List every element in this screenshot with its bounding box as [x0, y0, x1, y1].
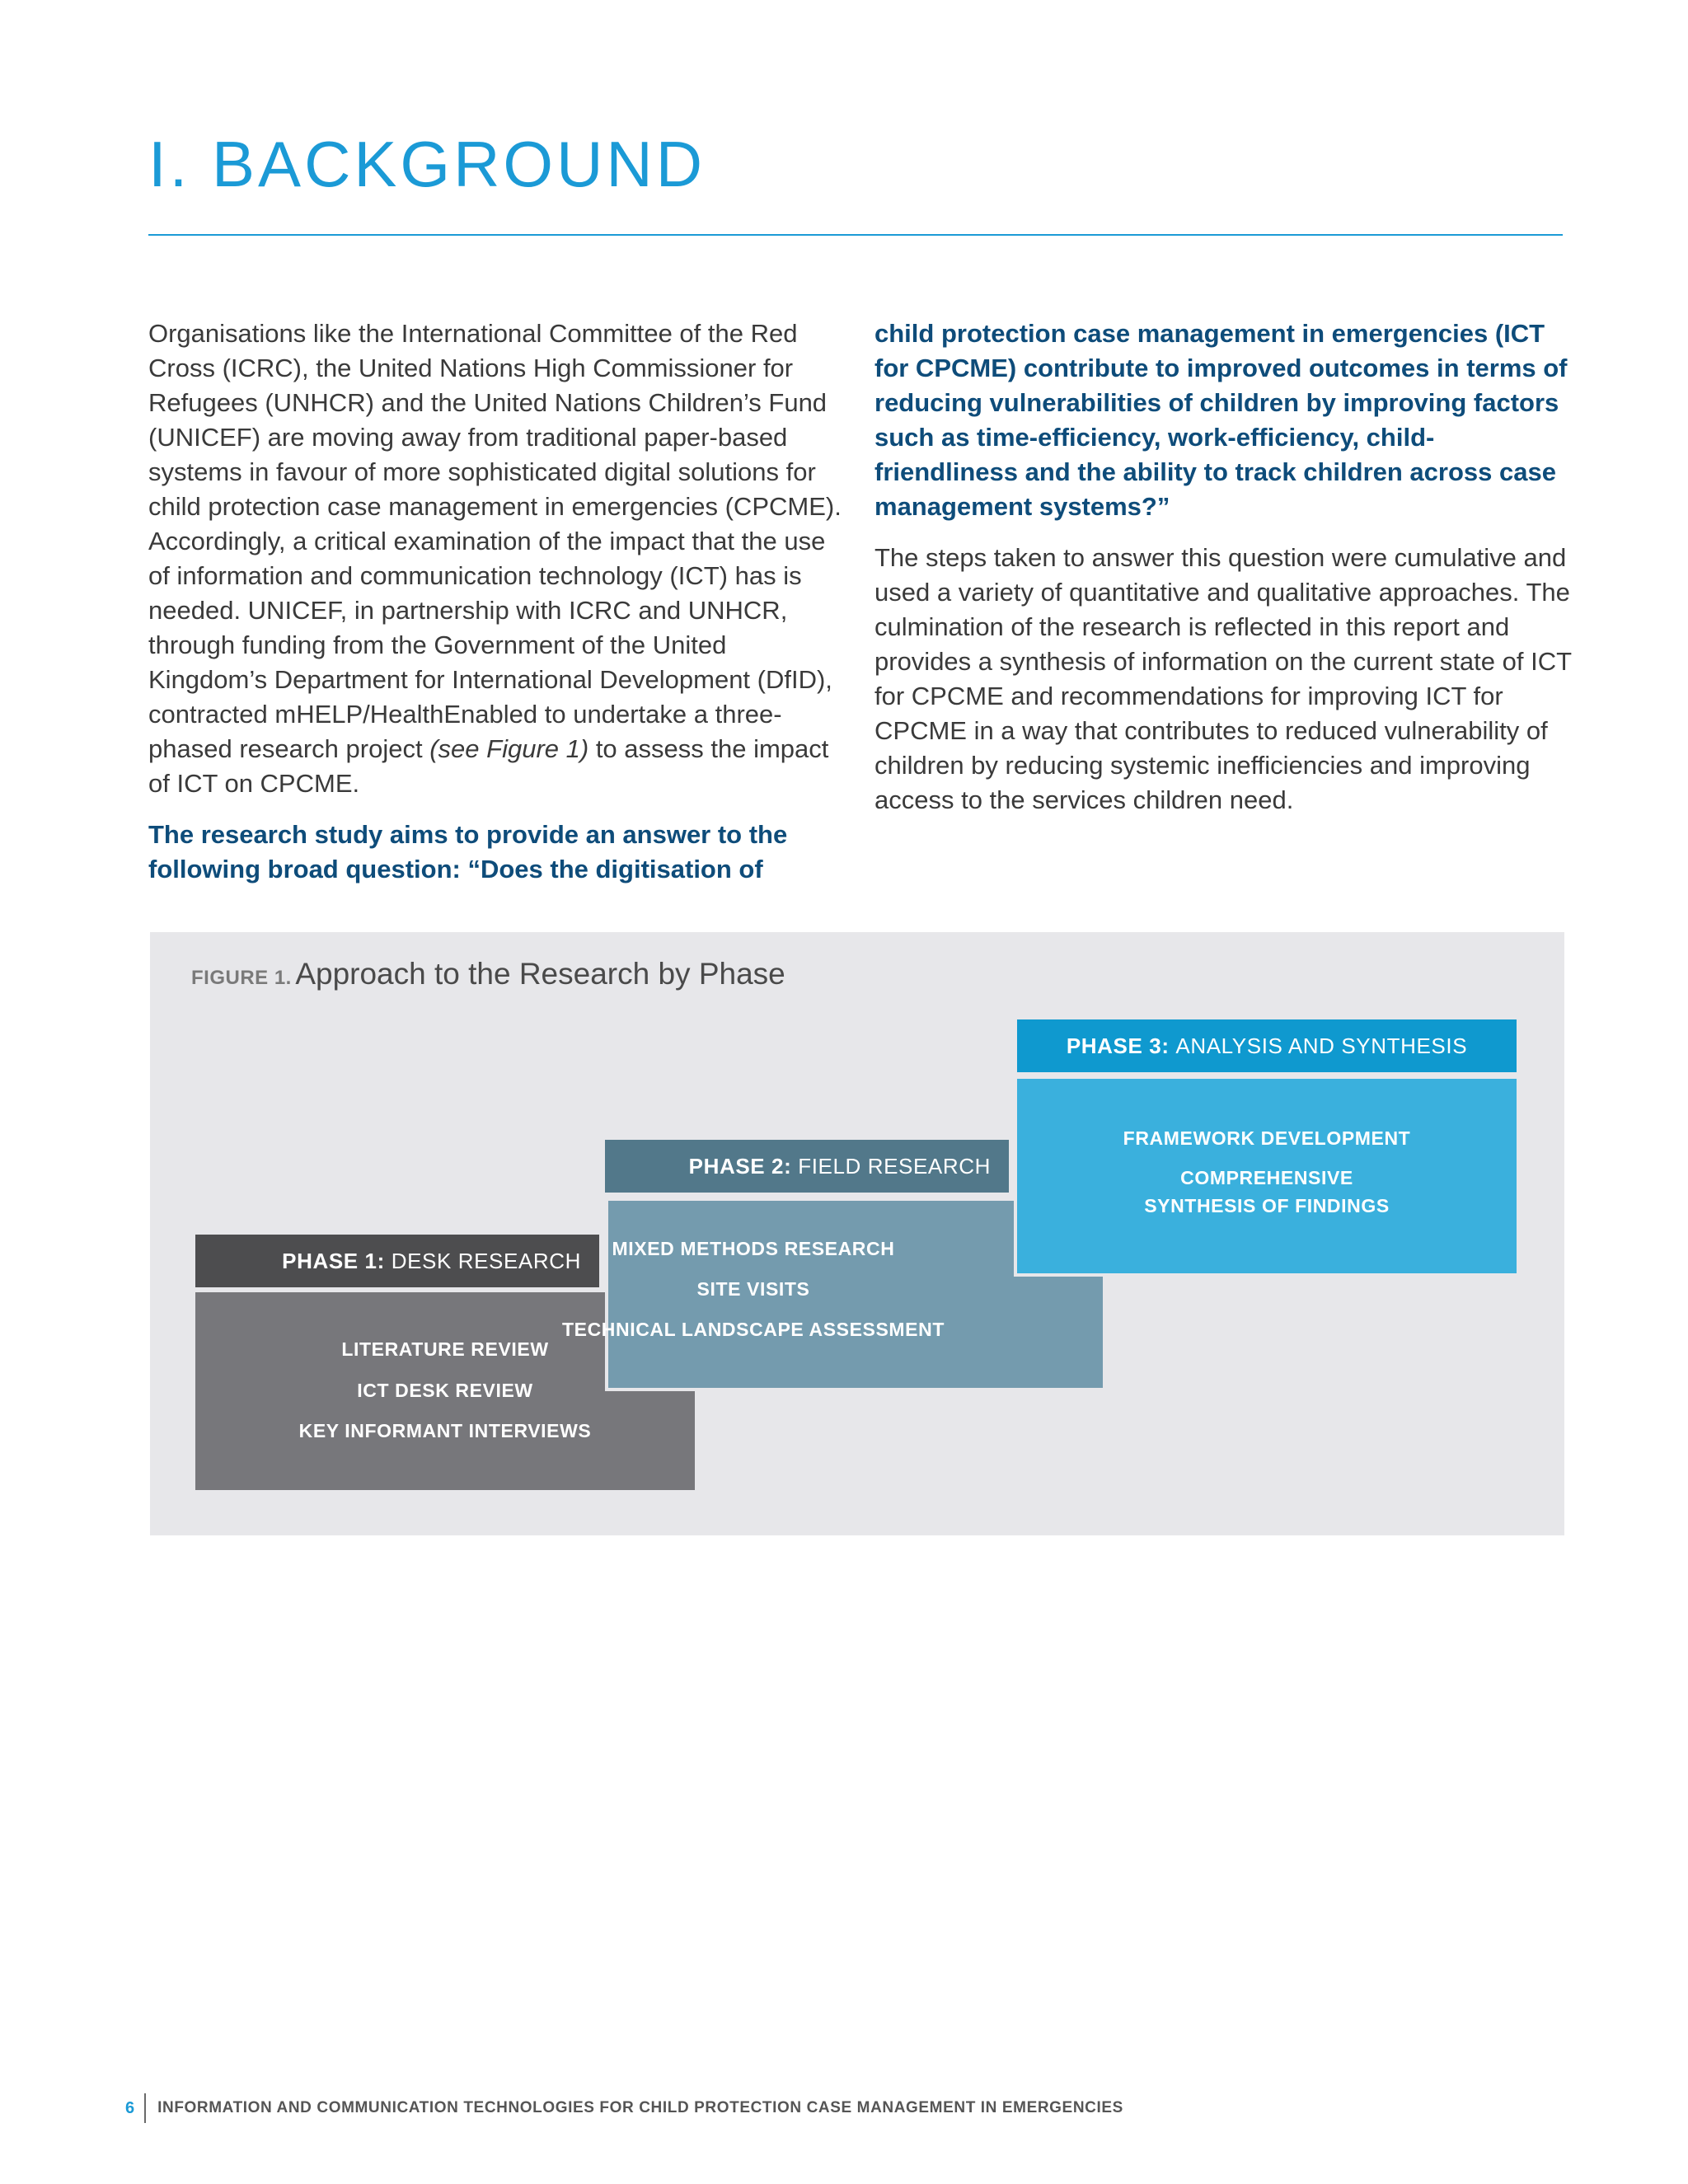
phase-2-item: SITE VISITS — [696, 1278, 810, 1300]
research-question-end: child protection case management in emergencies (ICT for CPCME) contribute to improved outcomes in terms of reducing vulnerabilities of children by improving factors such as time-efficiency, work-efficiency, child-friendliness and the ability to track children across case management systems?” — [874, 319, 1568, 521]
figure-caption — [191, 957, 785, 991]
phase-1-item: ICT DESK REVIEW — [357, 1380, 533, 1401]
title-divider — [148, 234, 1563, 236]
phase-3-label: PHASE 3: — [1066, 1033, 1170, 1058]
phase-3-body — [1014, 1076, 1520, 1277]
phase-1-label: PHASE 1: — [282, 1248, 385, 1273]
phase-3-item: SYNTHESIS OF FINDINGS — [1144, 1195, 1390, 1216]
figure-label: FIGURE 1. — [191, 967, 292, 989]
figure-1 — [150, 932, 1564, 1535]
phase-3-item: COMPREHENSIVE — [1180, 1167, 1353, 1188]
steps-paragraph: The steps taken to answer this question were cumulative and used a variety of quantitative and qualitative approaches. The culmination of the research is reflected in this report and provides a synthesis of information on the current state of ICT for CPCME and recommendations for improving ICT for CPCME in a way that contributes to reduced vulnerability of children by reducing systemic inefficiencies and improving access to the services children need. — [874, 543, 1572, 814]
intro-text: Organisations like the International Committee of the Red Cross (ICRC), the United Nations High Commissioner for Refugees (UNHCR) and the United Nations Children’s Fund (UNICEF) are moving away from traditional paper-based systems in favour of more sophisticated digital solutions for child protection case management in emergencies (CPCME). Accordingly, a critical examination of the impact that the use of information and communication technology (ICT) has is needed. UNICEF, in partnership with ICRC and UNHCR, through funding from the Government of the United Kingdom’s Department for International Development (DfID), contracted mHELP/HealthEnabled to undertake a three-phased research project — [148, 319, 842, 763]
left-column — [148, 316, 851, 903]
phase-1-item: LITERATURE REVIEW — [341, 1338, 549, 1360]
phase-1-item: KEY INFORMANT INTERVIEWS — [298, 1420, 592, 1441]
page-title: I. BACKGROUND — [148, 128, 706, 200]
phase-2-header — [605, 1140, 1009, 1193]
phase-3-item: FRAMEWORK DEVELOPMENT — [1123, 1127, 1411, 1149]
figure-title: Approach to the Research by Phase — [295, 957, 785, 991]
page-footer — [125, 2093, 1123, 2123]
phase-2-label: PHASE 2: — [688, 1153, 792, 1179]
intro-paragraph — [148, 316, 851, 801]
footer-title: INFORMATION AND COMMUNICATION TECHNOLOGIES FOR CHILD PROTECTION CASE MANAGEMENT IN EMERGENCIES — [157, 2099, 1123, 2116]
right-column — [874, 316, 1575, 834]
phase-1-name: DESK RESEARCH — [391, 1248, 581, 1273]
footer-divider — [144, 2093, 146, 2123]
research-question-start: The research study aims to provide an answer to the following broad question: “Does the digitisation of — [148, 820, 788, 883]
phase-2-name: FIELD RESEARCH — [798, 1153, 991, 1179]
phase-2-item: MIXED METHODS RESEARCH — [612, 1238, 895, 1259]
page-number: 6 — [125, 2098, 135, 2117]
phase-3-name: ANALYSIS AND SYNTHESIS — [1175, 1033, 1468, 1058]
figure-reference: (see Figure 1) — [429, 734, 589, 763]
phase-2-item: TECHNICAL LANDSCAPE ASSESSMENT — [562, 1319, 945, 1340]
phase-3-header — [1017, 1019, 1517, 1072]
intro-text-end: to assess the impact of ICT on CPCME. — [148, 734, 829, 798]
